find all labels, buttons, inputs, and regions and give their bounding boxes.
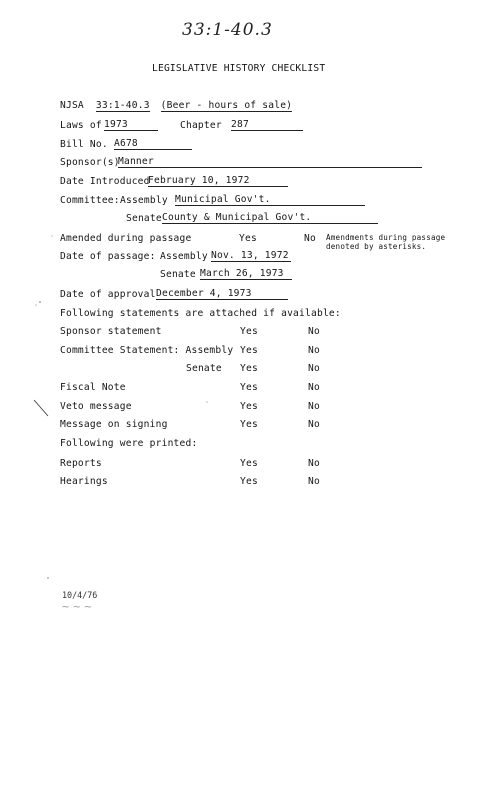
amended-note-line2: denoted by asterisks.	[326, 242, 427, 251]
njsa-description: (Beer - hours of sale)	[160, 100, 293, 111]
laws-of-value: 1973	[104, 120, 158, 131]
printed-yes: Yes	[240, 476, 258, 487]
date-introduced-label: Date Introduced	[60, 176, 150, 187]
statement-no: No	[308, 419, 320, 430]
approval-value: December 4, 1973	[156, 289, 288, 300]
stamp-scribble: ⁓ ⁓ ⁓	[62, 603, 92, 611]
chapter-value: 287	[231, 120, 303, 131]
passage-assembly-value: Nov. 13, 1972	[211, 251, 291, 262]
amended-label: Amended during passage	[60, 233, 192, 244]
passage-label: Date of passage:	[60, 251, 156, 262]
laws-of-label: Laws of	[60, 120, 102, 131]
committee-label: Committee:	[60, 195, 120, 206]
statement-no: No	[308, 326, 320, 337]
statement-yes: Yes	[240, 345, 258, 356]
amended-yes: Yes	[239, 233, 257, 244]
statement-no: No	[308, 401, 320, 412]
approval-label: Date of approval	[60, 289, 156, 300]
handwritten-statute-number: 33:1-40.3	[182, 20, 273, 40]
stamp-date: 10/4/76	[62, 590, 98, 600]
committee-assembly-value: Municipal Gov't.	[175, 195, 365, 206]
printed-no: No	[308, 476, 320, 487]
statement-yes: Yes	[240, 401, 258, 412]
bill-no-value: A678	[114, 139, 192, 150]
scan-dot	[51, 235, 52, 236]
scan-dot	[35, 304, 36, 305]
pen-stroke-mark	[34, 400, 48, 416]
statements-heading: Following statements are attached if available:	[60, 308, 341, 319]
statement-label: Fiscal Note	[60, 382, 126, 393]
statement-yes: Yes	[240, 382, 258, 393]
printed-label: Reports	[60, 458, 102, 469]
printed-heading: Following were printed:	[60, 438, 198, 449]
passage-senate-value: March 26, 1973	[200, 269, 292, 280]
njsa-label: NJSA	[60, 100, 84, 111]
statement-label: Veto message	[60, 401, 132, 412]
scan-dot	[206, 401, 207, 402]
statement-label: Senate	[186, 363, 222, 374]
bill-no-label: Bill No.	[60, 139, 108, 150]
statement-yes: Yes	[240, 326, 258, 337]
statement-no: No	[308, 345, 320, 356]
amended-no: No	[304, 233, 316, 244]
njsa-value: 33:1-40.3	[95, 100, 150, 111]
committee-senate-label: Senate	[126, 213, 162, 224]
statement-no: No	[308, 363, 320, 374]
statement-label: Message on signing	[60, 419, 168, 430]
committee-assembly-label: Assembly	[120, 195, 168, 206]
chapter-label: Chapter	[180, 120, 222, 131]
date-introduced-value: February 10, 1972	[148, 176, 288, 187]
statement-yes: Yes	[240, 419, 258, 430]
scan-dot	[47, 577, 48, 578]
committee-senate-value: County & Municipal Gov't.	[162, 213, 378, 224]
statement-yes: Yes	[240, 363, 258, 374]
statement-label: Sponsor statement	[60, 326, 162, 337]
printed-no: No	[308, 458, 320, 469]
printed-label: Hearings	[60, 476, 108, 487]
statement-label: Committee Statement: Assembly	[60, 345, 234, 356]
amended-note-line1: Amendments during passage	[326, 233, 446, 242]
statement-no: No	[308, 382, 320, 393]
sponsors-label: Sponsor(s)	[60, 157, 120, 168]
page-title: LEGISLATIVE HISTORY CHECKLIST	[152, 63, 326, 74]
printed-yes: Yes	[240, 458, 258, 469]
passage-senate-label: Senate	[160, 269, 196, 280]
sponsors-value: Manner	[118, 157, 422, 168]
scan-dot	[39, 301, 41, 303]
passage-assembly-label: Assembly	[160, 251, 208, 262]
